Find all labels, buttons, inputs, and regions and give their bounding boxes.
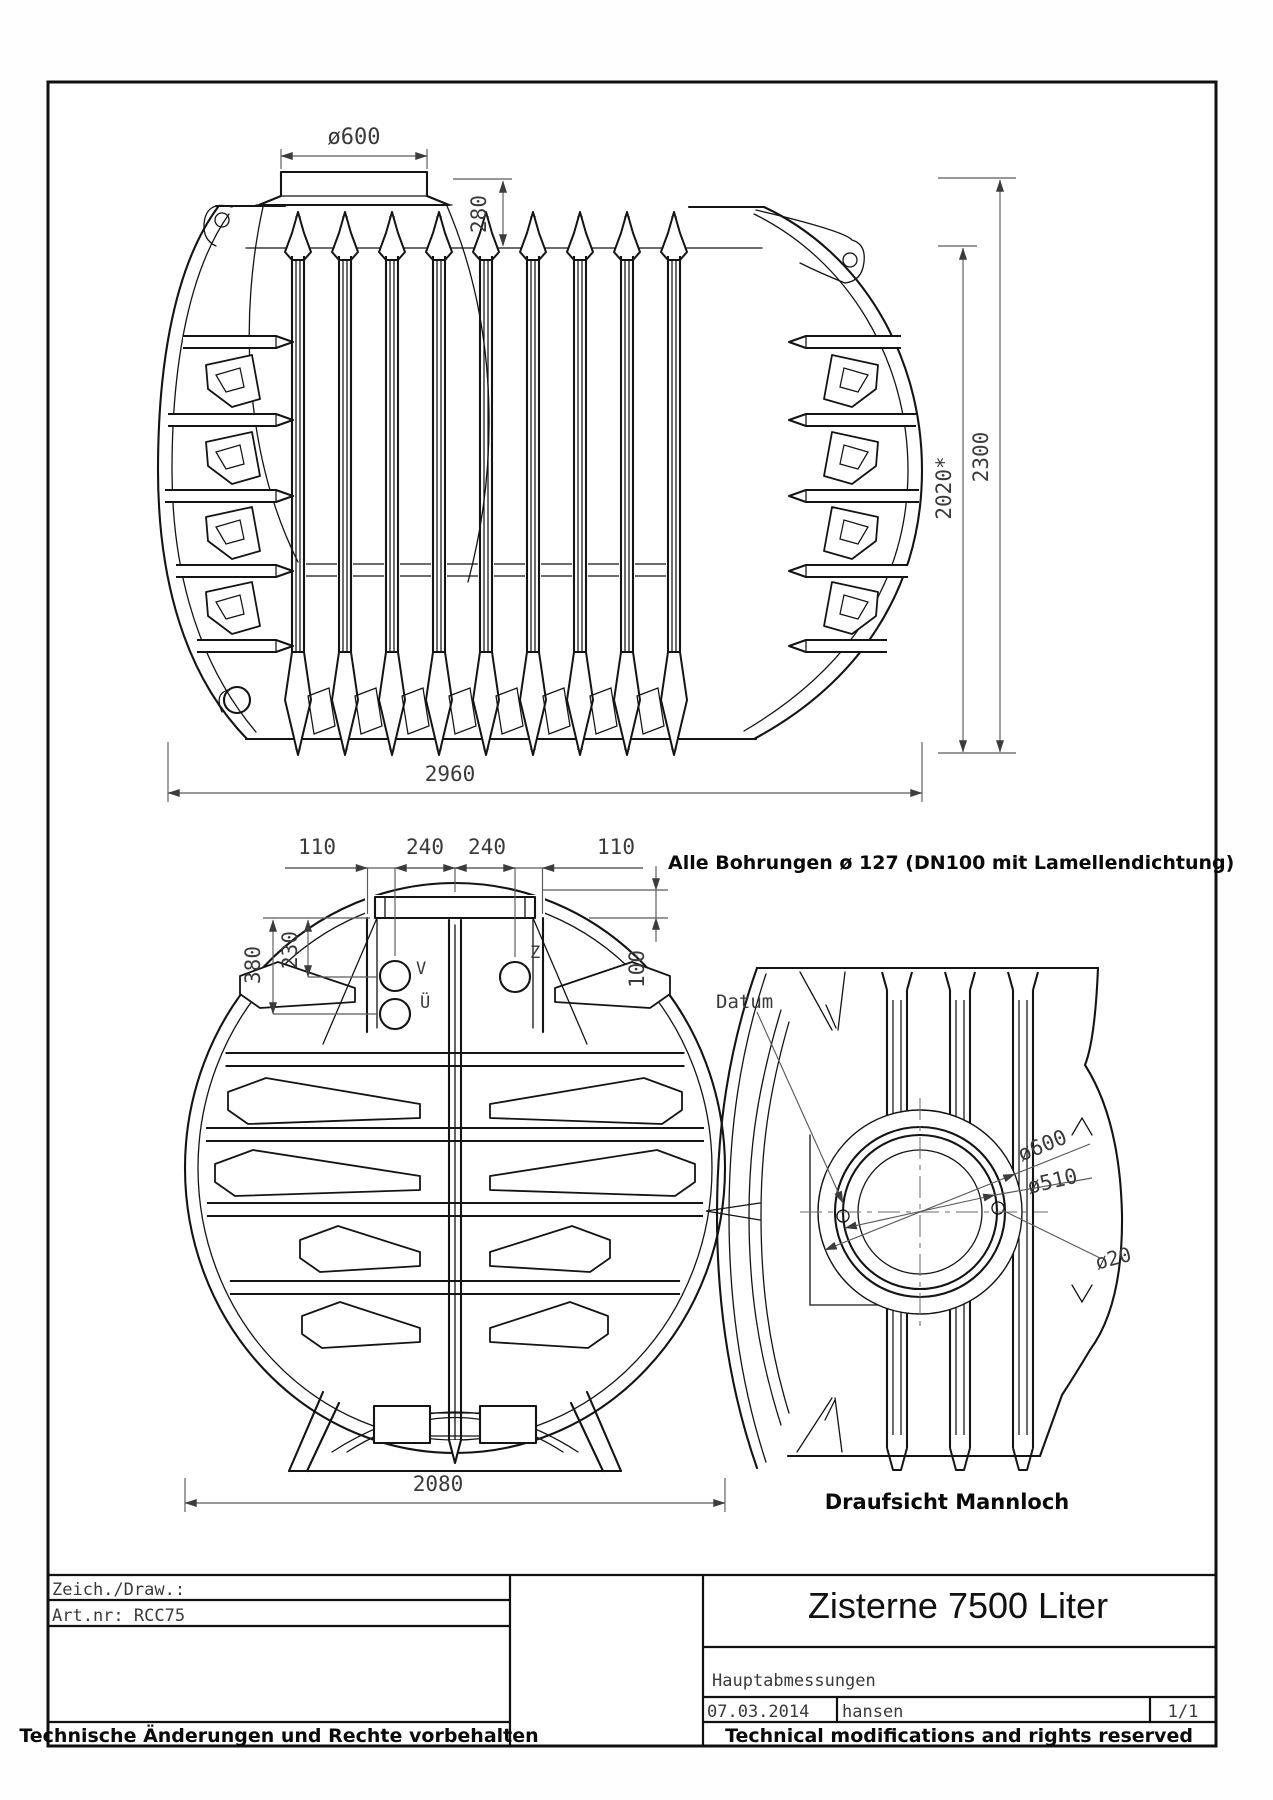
side-end-spike-right xyxy=(789,490,919,502)
side-end-spike-right xyxy=(789,640,887,652)
dim-chain-110-left: 110 xyxy=(298,835,336,859)
datum-label: Datum xyxy=(716,991,774,1013)
titleblock-date: 07.03.2014 xyxy=(707,1702,810,1722)
bore-note: Alle Bohrungen ø 127 (DN100 mit Lamellendichtung) xyxy=(668,852,1235,874)
dim-d510: ø510 xyxy=(1025,1163,1080,1199)
dim-chain-110-right: 110 xyxy=(597,835,635,859)
dim-neck-height: 280 xyxy=(467,195,491,233)
side-end-spike-left xyxy=(168,414,293,426)
dim-neck-diameter: ø600 xyxy=(327,125,381,150)
dim-total-length: 2960 xyxy=(424,762,476,786)
port-label-z: Z xyxy=(530,943,541,963)
port-hole-z xyxy=(500,962,530,992)
side-view-manhole-neck xyxy=(259,172,449,205)
dim-d20: ø20 xyxy=(1092,1241,1134,1275)
dim-total-height: 2300 xyxy=(969,431,993,483)
side-end-spike-right xyxy=(789,414,916,426)
port-hole-ue xyxy=(380,999,410,1029)
dim-v100: 100 xyxy=(625,950,649,988)
front-view-manhole-neck xyxy=(375,897,535,918)
titleblock-de-note: Technische Änderungen und Rechte vorbehalten xyxy=(19,1725,539,1747)
side-end-spike-left xyxy=(197,640,293,652)
titleblock-title: Zisterne 7500 Liter xyxy=(807,1585,1109,1626)
titleblock-subtitle: Hauptabmessungen xyxy=(712,1671,876,1691)
titleblock-author: hansen xyxy=(842,1702,904,1722)
top-view-caption: Draufsicht Mannloch xyxy=(824,1490,1070,1514)
dim-chain-240-right: 240 xyxy=(468,835,506,859)
dim-chain-240-left: 240 xyxy=(406,835,444,859)
dim-width-2080: 2080 xyxy=(412,1472,464,1496)
side-end-spike-right xyxy=(789,565,908,577)
port-label-ue: Ü xyxy=(420,993,431,1013)
dim-d600: ø600 xyxy=(1014,1124,1071,1167)
titleblock-pages: 1/1 xyxy=(1167,1702,1199,1722)
dim-body-height: 2020* xyxy=(932,456,956,520)
port-hole-v xyxy=(380,961,410,991)
titleblock-en-note: Technical modifications and rights reserved xyxy=(725,1725,1193,1747)
port-label-v: V xyxy=(416,959,427,979)
titleblock-zeich-label: Zeich./Draw.: xyxy=(52,1580,186,1600)
titleblock-artnr: Art.nr: RCC75 xyxy=(52,1606,186,1626)
dim-v230: 230 xyxy=(278,931,302,969)
dim-v380: 380 xyxy=(241,946,265,984)
side-end-spike-left xyxy=(165,490,293,502)
